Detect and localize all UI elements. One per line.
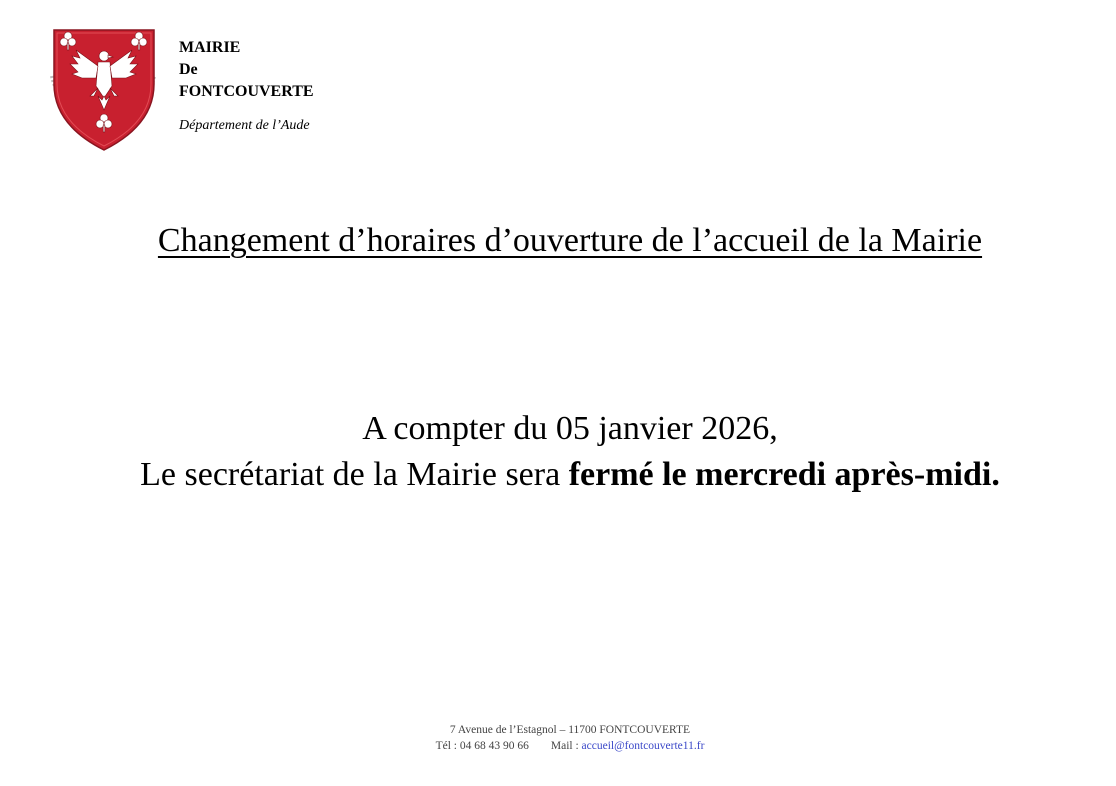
footer-contact bbox=[0, 722, 1116, 754]
header-de: De bbox=[179, 61, 198, 78]
footer-tel: Tél : 04 68 43 90 66 bbox=[435, 740, 529, 752]
department-label: Département de l’Aude bbox=[179, 118, 310, 133]
page-title: Changement d’horaires d’ouverture de l’accueil de la Mairie bbox=[157, 222, 983, 259]
footer-contact-line bbox=[0, 738, 1116, 754]
footer-mail-label: Mail : bbox=[550, 740, 579, 752]
header-mairie: MAIRIE bbox=[179, 39, 241, 56]
announcement bbox=[0, 406, 1116, 498]
announcement-closure: fermé le mercredi après-midi. bbox=[568, 456, 1000, 493]
footer-address: 7 Avenue de l’Estagnol – 11700 FONTCOUVERTE bbox=[449, 724, 691, 736]
mairie-header bbox=[179, 37, 314, 103]
announcement-message bbox=[0, 452, 1116, 498]
crest-logo bbox=[42, 26, 164, 156]
announcement-prefix: Le secrétariat de la Mairie sera bbox=[140, 456, 569, 493]
footer-mail-link[interactable]: accueil@fontcouverte11.fr bbox=[581, 740, 705, 752]
announcement-date: A compter du 05 janvier 2026, bbox=[362, 410, 778, 447]
header-town: FONTCOUVERTE bbox=[179, 83, 314, 100]
